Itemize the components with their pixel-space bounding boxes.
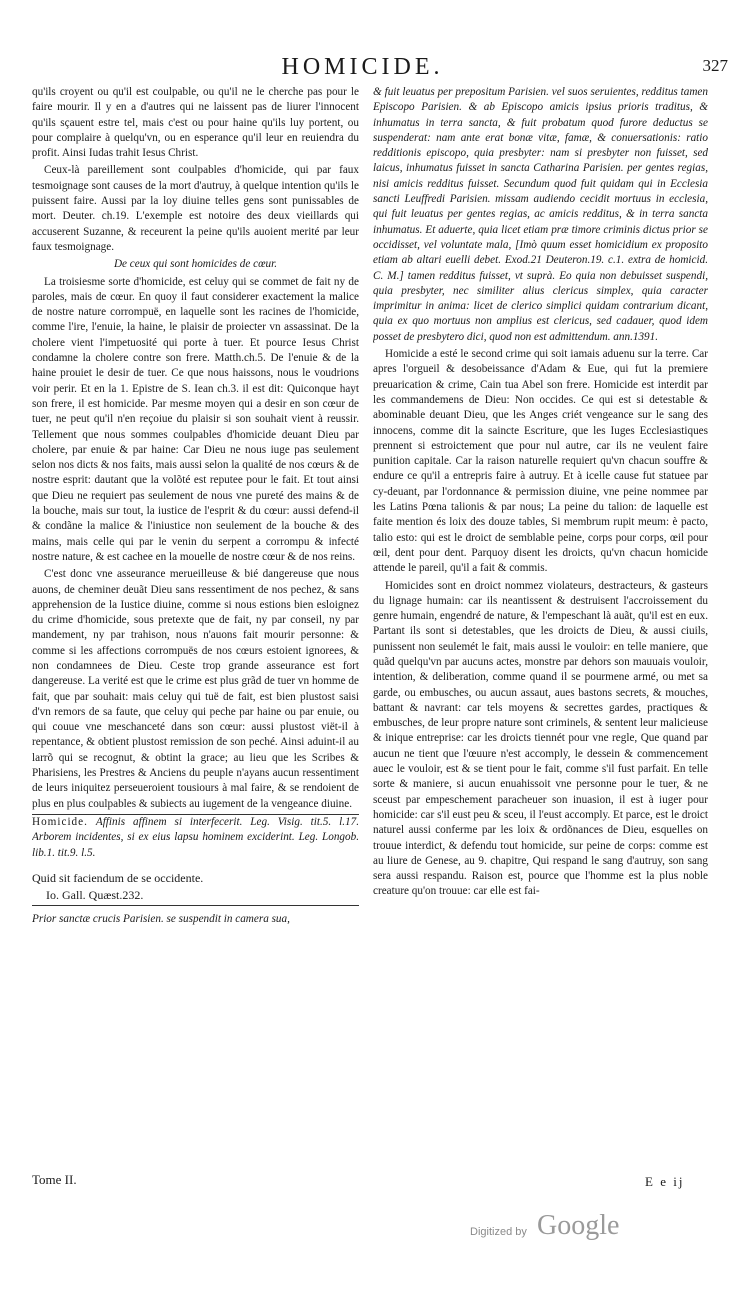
paragraph: Prior sanctæ crucis Parisien. se suspendit in camera sua,: [32, 913, 290, 926]
cross-reference: [32, 815, 359, 861]
digitized-watermark: [470, 1210, 670, 1250]
paragraph: qu'ils croyent ou qu'il est coulpable, ou qu'il ne le cherche pas pour le faire mourir. Il y en a d'autres qui ne laissent pas de liurer l'innocent qu'ils sçauent estre tel, mais c'est ou pour haine qu'ils luy portent, ou pour complaire à quelqu'vn, ou en esperance qu'il leur en reuiendra du profit. Ainsi Iudas trahit Iesus Christ.: [32, 86, 359, 160]
paragraph: Ceux-là pareillement sont coulpables d'homicide, qui par faux tesmoignage sont causes de la mort d'autruy, à quelque intention qu'ils le puissent faire. Aussi par la loy diuine telles gens sont punissables de mort. Deuter. ch.19. L'exemple est notoire des deux vieillards qui accuserent Suzanne, & receurent la peine qu'ils auoient merité par leur faux tesmoignage.: [32, 164, 359, 253]
paragraph: Homicide a esté le second crime qui soit iamais aduenu sur la terre. Car apres l'orgueil & desobeissance d'Adam & Eue, qui fut la premiere preuarication & crime, Cain tua Abel son frere. Homicide est interdit par les commandemens de Dieu: Non occides. Ce qui est si detestable & abominable deuant Dieu, que les Anges criét vengeance sur le sang des innocens, comme dit la saincte Escriture, que les Iuges Ecclesiastiques prennent si estroictement que pour nul autre, car ils ne veulent faire punition capitale. Car la raison naturelle requiert qu'vn chacun souffre & endure ce qu'il a entrepris faire à autruy. Et à icelle cause fut statuee par cy-deuant, par l'ordonnance & permission diuine, vne peine nommee par les Latins Pœna talionis & par nous; La peine du talion: de laquelle est faite mention és loix des douze tables, Si membrum rupit meum: è pacto, talio esto: qui est le droict de semblable peine, corps pour corps, œil pour œil, dent pour dent. Parquoy disent les droicts, qu'vn chacun homicide attende le pareil, qu'il a fait & commis.: [373, 348, 708, 575]
quaestio-title: Quid sit faciendum de se occidente.: [32, 870, 204, 885]
section-heading: De ceux qui sont homicides de cœur.: [113, 258, 278, 271]
page-number: 327: [702, 56, 728, 75]
cross-reference-text: Affinis affinem si interfecerit. Leg. Visig. tit.5. l.17. Arborem incidentes, si ex eius lapsu hominem exciderint. Leg. Longob. lib.1. tit.9. l.5.: [32, 815, 359, 859]
left-column: [32, 85, 359, 1190]
page-title: HOMICIDE.: [281, 54, 444, 80]
divider: [32, 905, 359, 906]
paragraph: & fuit leuatus per prepositum Parisien. vel suos seruientes, redditus tamen Episcopo Parisien. & ab Episcopo amicis ipsius prioris traditus, & inhumatus in terra sancta, & fuit probatum quod furore deductus se suspenderat: nam ante erat bonæ vitæ, famæ, & conuersationis: ratio redditionis episcopo, quia presbyter: nam si presbyter non fuisset, sed laicus, inhumatus fuisset in sancta Catharina Parisien. per gentes regias, nisi amicis redditus fuisset. Secundum quod fuit quidam qui in Ecclesia sancti Leuffredi Parisien. missam audiendo cecidit mortuus in ecclesia, qui fuit leuatus per gentes regias, ac amicis redditus, & in terra sancta inhumatus. Et aduerte, quia licet etiam præ timore criminis dictus prior se occidisset, vel voluntate mala, [Imò quum esset homicidium ex proposito etiam ab altari euelli debet. Exod.21 Deuteron.19. c.1. extra de homicid. C. M.] tamen redditus fuisset, vt suprà. Eo quia non debuisset suspendi, quia presbyter, nec similiter alius clericus simplex, quia caracter imprimitur in anima: licet de clerico simplici quidam contrarium dicant, quia ex quo mortuus non amplius est clericus, sed cadauer, quod idem posset de presbytero dici, quod non est admittendum. ann.1391.: [373, 86, 708, 343]
digitized-by-label: Digitized by: [470, 1226, 527, 1238]
paragraph: La troisiesme sorte d'homicide, est celuy qui se commet de fait ny de paroles, mais de cœur. En quoy il faut considerer exactement la malice de nostre nature corrompuë, en laquelle sont les racines de l'homicide, comme l'ire, l'enuie, la haine, le plaisir de proiecter vn assassinat. De la cholere vient l'impetuosité qui porte à tuer. Et pource Iesus Christ condamne la cholere contre son frere. Matth.ch.5. De l'enuie & de la haine prouiet le desir de tuer. Ce que nous haissons, nous le voudrions voir perir. Et en la 1. Epistre de S. Iean ch.3. il est dit: Quiconque hayt son frere, il est homicide. Par mesme moyen qui a desir en son cœur de tuer, ne peut qu'il n'en reçoiue du plaisir si son souhait vient à reussir. Tellement que nous sommes coulpables d'homicide deuant Dieu par cholere, par enuie & par haine: Car Dieu ne nous iuge pas seulement selon nos dicts & nos faits, mais aussi selon la qualité de nos cœurs & de nostre esprit: dautant que la volõté est reputee pour le fait. Et tout ainsi que Dieu ne requiert pas seulement de nous vne pureté des mains & de la bouche, mais sur tout, la iustice de l'esprit & du cœur: aussi defend-il & condãne la malice & l'iniustice non seulement de la bouche & des mains, mais celle qui par le venin du serpent a corrompu & infecté nostre nature, & est cachee en la mouelle de nostre cœur & de nos reins.: [32, 275, 359, 563]
signature-mark: E e ij: [645, 1174, 685, 1189]
right-column: [373, 85, 708, 1165]
quaestio-reference: Io. Gall. Quæst.232.: [46, 888, 144, 903]
paragraph: Homicides sont en droict nommez violateurs, destracteurs, & gasteurs du lignage humain: car ils neantissent & destruisent l'accroissement du genre humain, engendré de nature, & l'empeschant là auãt, qu'il est en eux. Partant ils sont si detestables, que les droicts de Dieu, & aussi ciuils, punissent non seulemét le fait, mais aussi le vouloir: en telle maniere, que quãd quelqu'vn par aucuns actes, monstre par dehors son mauuais vouloir, intention, & deliberation, comme quand il se pourmene armé, ou met sa garde, ou embusches, ou aucun assaut, aues bastons secrets, & mouches, battant & navrant: car tels moyens & secrettes gardes, practiques & embusches, de leur propre nature sont criminels, & sentent leur malicieuse & inique entreprise: car les droicts tiennét pour vne regle, Que quand par aucun ne tient que l'œuure n'est accomply, le dessein & commencement auec le vouloir, est & se tient pour le fait, comme s'il fust parfait. En telle sorte & maniere, si aucun enuahissoit vne personne pour le tuer, & ne sceust par empeschement paracheuer son inuasion, il est à iuger pour homicide: car s'il eust peu & sceu, il l'eust accomply. Et parce, est le droict naturel aussi conferme par les loix & ordõnances de Dieu, esquelles on trouue interdict, & defendu tout homicide, sur peine de corps: comme est au liure de Genese, au 9. chapitre, Qui respand le sang d'autruy, son sang sera aussi respandu. Raison est, pource que l'homme est la plus noble creature qu'on trouue: car elle est fai-: [373, 579, 708, 898]
volume-label: Tome II.: [32, 1172, 77, 1187]
cross-reference-lead: Homicide.: [32, 815, 88, 828]
paragraph: C'est donc vne asseurance merueilleuse & bié dangereuse que nous auons, de cheminer deuãt Dieu sans ressentiment de nos pechez, & sans apprehension de la Iustice diuine, comme si nous estions bien esloignez du crime d'homicide, sous pretexte que de fait, ny par conseil, ny par mandement, ny par trahison, nous n'auons fait mourir personne: & comme si les affections corrompuës de nos cœurs estoient ignorees, & non condamnees de Dieu. Ceste trop grande asseurance est fort dangereuse. La verité est que le crime est plus grãd de tuer vn homme de fait, que par souhait: mais celuy qui tuë de fait, est bien plustost saisi d'vn remors de sa faute, que celuy qui peche par haine ou par enuie, ou qui couue vne meschanceté dans son cœur: aussi plustost viët-il à repentance, & obtient plustost remission de son peché. Ainsi aduint-il au larrõ qui se recognut, & obtint la grace; au lieu que les Scribes & Pharisiens, les Prestres & Anciens du peuple n'ayans aucun ressentiment de leurs iniquitez perseueroient tousiours à mal faire, & se rendoient de plus en plus coulpables & subiects au iugement de la vengeance diuine.: [32, 568, 359, 810]
running-head: [0, 54, 749, 84]
google-logo: Google: [537, 1210, 620, 1241]
